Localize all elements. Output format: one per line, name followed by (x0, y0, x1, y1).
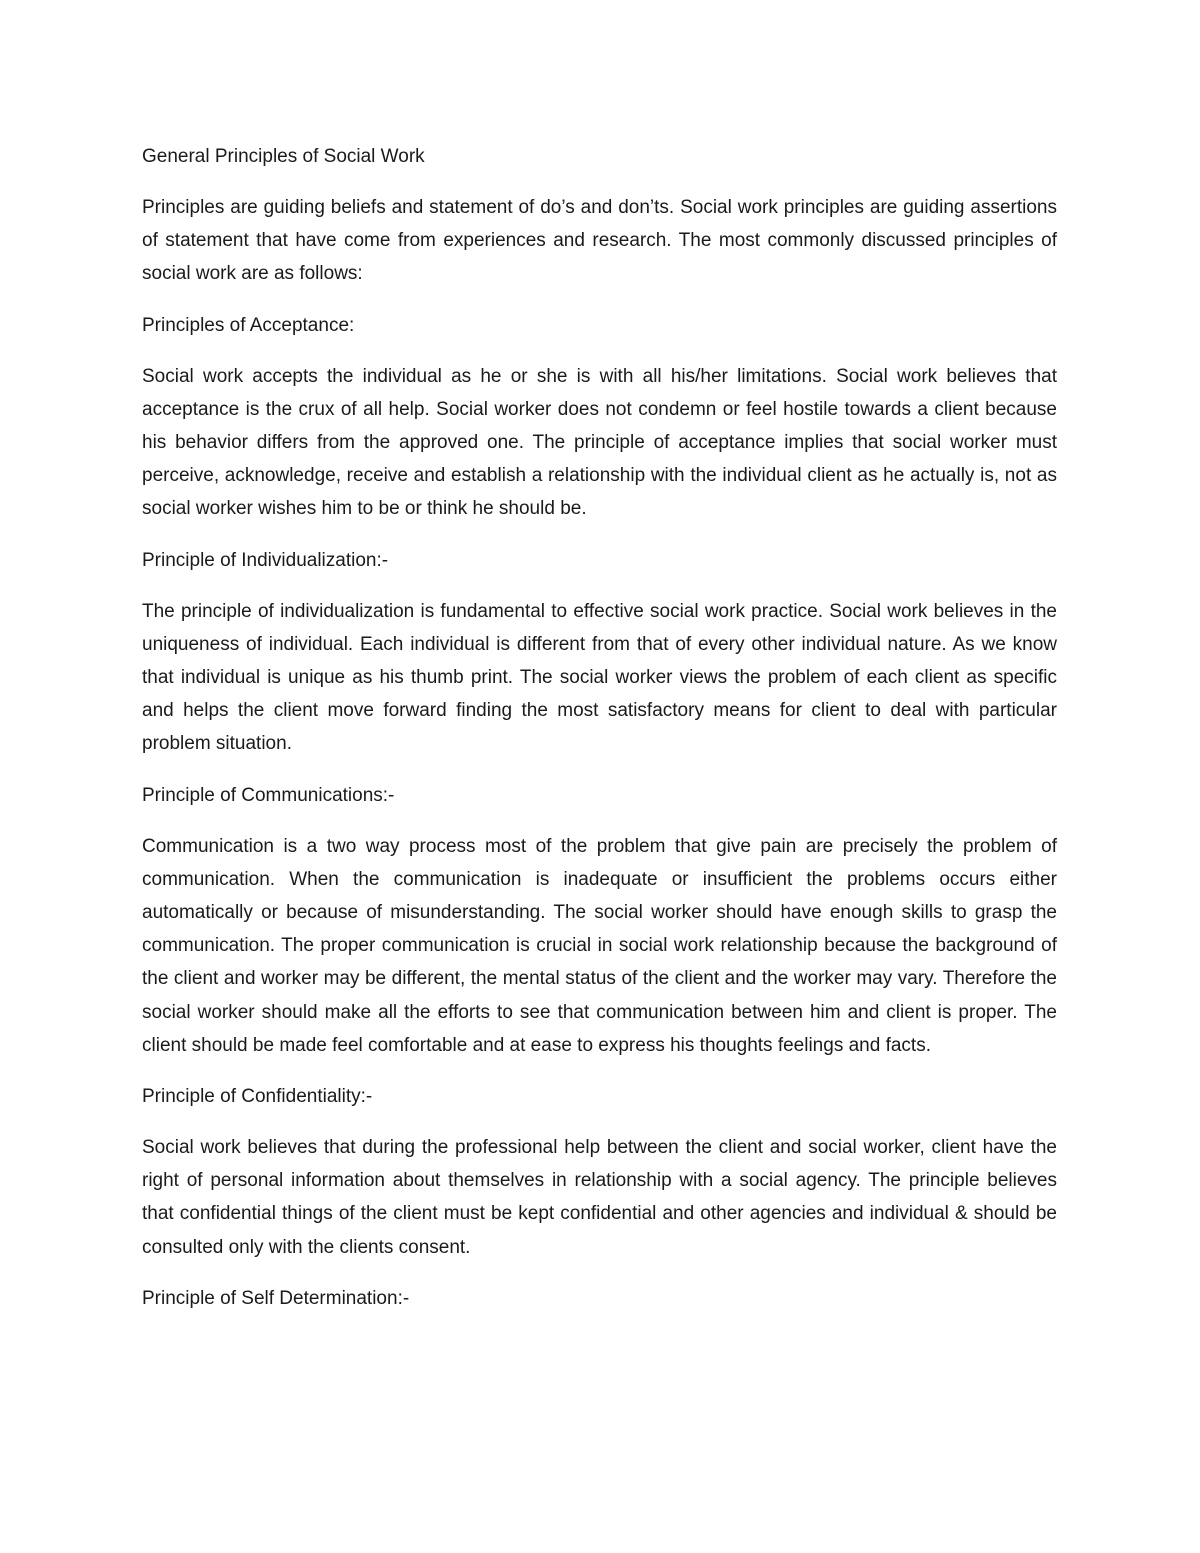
document-title: General Principles of Social Work (142, 146, 425, 167)
heading-individualization: Principle of Individualization:- (142, 549, 389, 571)
paragraph-individualization: The principle of individualization is fundamental to effective social work practice. Social work believes in the uniqueness of individual. Each individual is different from that of every other individual nature. As we know that individual is unique as his thumb print. The social worker views the problem of each client as specific and helps the client move forward finding the most satisfactory means for client to deal with particular problem situation. (142, 600, 1057, 755)
heading-communications: Principle of Communications:- (142, 784, 395, 806)
heading-self-determination: Principle of Self Determination:- (142, 1287, 410, 1309)
heading-acceptance: Principles of Acceptance: (142, 314, 355, 336)
document-content (142, 140, 1057, 1333)
intro-paragraph: Principles are guiding beliefs and statement of do’s and don’ts. Social work principles are guiding assertions of statement that have come from experiences and research. The most commonly discussed principles of social work are as follows: (142, 197, 1057, 285)
heading-confidentiality: Principle of Confidentiality:- (142, 1086, 373, 1108)
paragraph-acceptance: Social work accepts the individual as he or she is with all his/her limitations. Social work believes that acceptance is the crux of all help. Social worker does not condemn or feel hostile towards a client because his behavior differs from the approved one. The principle of acceptance implies that social worker must perceive, acknowledge, receive and establish a relationship with the individual client as he actually is, not as social worker wishes him to be or think he should be. (142, 365, 1057, 520)
paragraph-confidentiality: Social work believes that during the professional help between the client and social worker, client have the right of personal information about themselves in relationship with a social agency. The principle believes that confidential things of the client must be kept confidential and other agencies and individual & should be consulted only with the clients consent. (142, 1137, 1057, 1258)
paragraph-communications: Communication is a two way process most of the problem that give pain are precisely the problem of communication. When the communication is inadequate or insufficient the problems occurs either automatically or because of misunderstanding. The social worker should have enough skills to grasp the communication. The proper communication is crucial in social work relationship because the background of the client and worker may be different, the mental status of the client and the worker may vary. Therefore the social worker should make all the efforts to see that communication between him and client is proper. The client should be made feel comfortable and at ease to express his thoughts feelings and facts. (142, 835, 1057, 1056)
